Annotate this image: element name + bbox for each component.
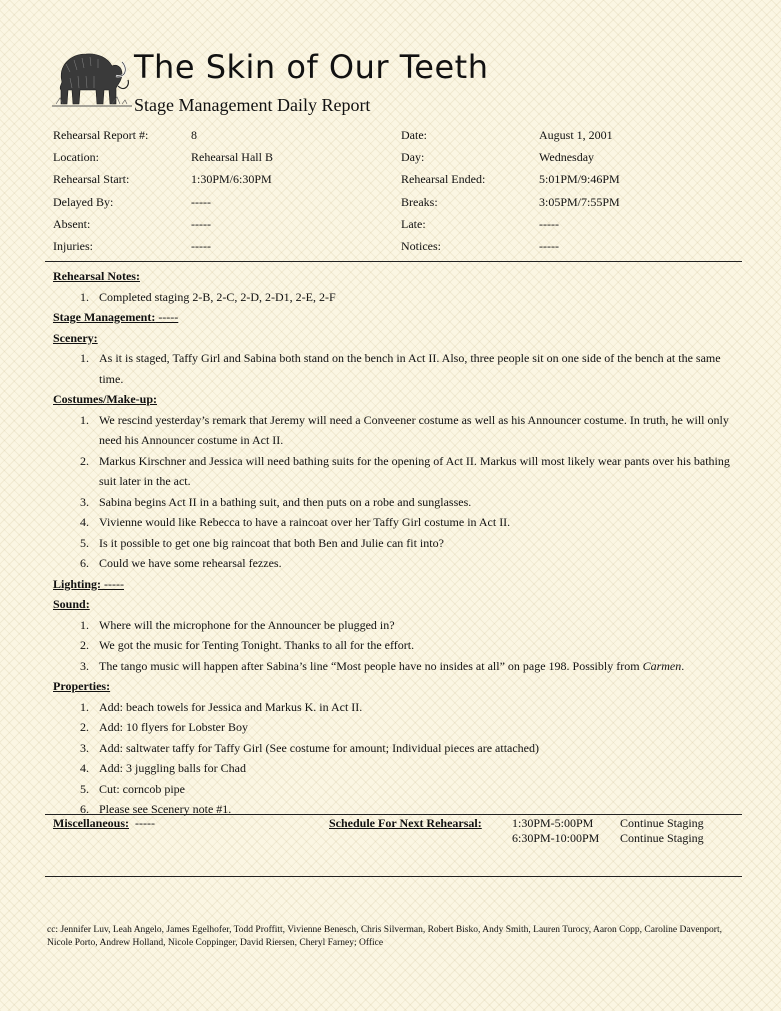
item-number: 4. [80,515,89,529]
item-text: Completed staging 2-B, 2-C, 2-D, 2-D1, 2-E, 2-F [99,289,336,304]
schedule-task: Continue Staging [620,816,704,830]
item-text: Markus Kirschner and Jessica will need bathing suits for the opening of Act II. Markus will most likely wear pants over his bathing suit later in the act. [99,453,730,488]
info-value: Rehearsal Hall B [191,149,273,164]
info-row [53,235,743,257]
item-text-wrap [99,656,743,677]
schedule-row [512,831,704,846]
info-value: 1:30PM/6:30PM [191,172,272,187]
costumes-heading: Costumes/Make-up: [53,392,157,406]
info-value: ----- [191,194,211,209]
info-label: Injuries: [53,239,93,254]
miscellaneous-label: Miscellaneous: [53,816,129,830]
schedule-heading: Schedule For Next Rehearsal: [329,816,482,830]
list-item [53,512,743,533]
report-info [53,124,743,258]
item-number: 3. [80,658,89,673]
item-number: 6. [80,802,89,816]
item-number: 1. [80,412,89,427]
info-row [53,191,743,213]
list-item [53,615,743,636]
item-number: 1. [80,351,89,365]
notes-content [53,266,743,820]
info-label: Rehearsal Report #: [53,127,149,142]
item-text: Where will the microphone for the Announcer be plugged in? [99,617,395,632]
info-label: Day: [401,149,425,164]
lighting-label: Lighting: [53,576,102,591]
info-value: ----- [539,239,559,254]
info-label: Rehearsal Ended: [401,172,486,187]
cc-list: cc: Jennifer Luv, Leah Angelo, James Egelhofer, Todd Proffitt, Vivienne Benesch, Chris Silverman, Robert Bisko, Andy Smith, Lauren Turocy, Aaron Copp, Caroline Davenport, Nicole Porto, Andrew Holland, Nicole Coppinger, David Riersen, Cheryl Farney; Office [47,925,722,948]
list-item [53,553,743,574]
info-label: Location: [53,149,99,164]
item-number: 1. [80,289,89,304]
mammoth-logo-icon [52,44,132,110]
stage-management-label: Stage Management: [53,310,156,324]
item-text: Sabina begins Act II in a bathing suit, and then puts on a robe and sunglasses. [99,494,472,509]
item-text-after: . [681,658,685,673]
properties-heading: Properties: [53,679,111,693]
item-text: We rescind yesterday’s remark that Jeremy will need a Conveener costume as well as his Announcer costume. In truth, he will only need his Announcer costume in Act II. [99,412,729,447]
list-item [53,697,743,718]
item-text: Please see Scenery note #1. [99,802,232,816]
sound-heading: Sound: [53,597,90,611]
list-item [53,348,743,389]
item-text: Add: saltwater taffy for Taffy Girl (See costume for amount; Individual pieces are attached) [99,740,540,755]
item-number: 4. [80,761,89,775]
info-row [53,213,743,235]
item-number: 5. [80,535,89,550]
item-text: As it is staged, Taffy Girl and Sabina both stand on the bench in Act II. Also, three people sit on one side of the bench at the same time. [99,351,721,386]
info-label: Breaks: [401,194,438,209]
list-item [53,738,743,759]
item-number: 5. [80,781,89,796]
schedule-row [512,816,704,831]
stage-management-value: ----- [155,310,179,324]
list-item [53,410,743,451]
page-subtitle: Stage Management Daily Report [134,95,371,115]
info-value: ----- [539,216,559,231]
info-label: Date: [401,127,427,142]
schedule-time: 1:30PM-5:00PM [512,816,594,830]
miscellaneous-value: ----- [135,816,155,830]
info-value: Wednesday [539,149,595,164]
schedule-task: Continue Staging [620,831,704,845]
item-number: 1. [80,617,89,632]
info-value: August 1, 2001 [539,127,613,142]
item-number: 2. [80,720,89,734]
page-title: The Skin of Our Teeth [134,48,489,86]
info-row [53,146,743,168]
info-row [53,169,743,191]
item-text-italic: Carmen [642,658,682,673]
info-value: ----- [191,239,211,254]
item-text: Add: 10 flyers for Lobster Boy [99,720,248,734]
list-item [53,287,743,308]
rehearsal-notes-heading: Rehearsal Notes: [53,269,140,283]
schedule-list [512,816,704,846]
lighting-heading [53,574,743,595]
divider [45,814,742,815]
item-text: Is it possible to get one big raincoat that both Ben and Julie can fit into? [99,535,444,550]
info-label: Notices: [401,239,441,254]
item-number: 6. [80,556,89,570]
item-text: Vivienne would like Rebecca to have a raincoat over her Taffy Girl costume in Act II. [99,515,511,529]
list-item [53,451,743,492]
item-number: 2. [80,453,89,468]
info-value: 5:01PM/9:46PM [539,172,620,187]
item-text: Could we have some rehearsal fezzes. [99,556,282,570]
item-number: 1. [80,699,89,714]
info-label: Absent: [53,216,91,231]
info-value: 8 [191,127,197,142]
list-item [53,492,743,513]
info-label: Rehearsal Start: [53,172,130,187]
info-label: Delayed By: [53,194,114,209]
item-number: 2. [80,638,89,652]
list-item [53,779,743,800]
list-item [53,758,743,779]
item-text: Add: 3 juggling balls for Chad [99,761,246,775]
item-text: We got the music for Tenting Tonight. Thanks to all for the effort. [99,638,415,652]
item-number: 3. [80,494,89,509]
info-value: 3:05PM/7:55PM [539,194,620,209]
divider [45,261,742,262]
item-text: The tango music will happen after Sabina’s line “Most people have no insides at all” on page 198. Possibly from [99,658,643,673]
item-text: Cut: corncob pipe [99,781,185,796]
lighting-value: ----- [101,576,124,591]
divider [45,876,742,877]
schedule-time: 6:30PM-10:00PM [512,831,600,845]
list-item [53,656,743,677]
info-value: ----- [191,216,211,231]
info-row [53,124,743,146]
scenery-heading: Scenery: [53,330,98,345]
miscellaneous [53,816,155,831]
list-item [53,717,743,738]
stage-management-heading [53,307,743,328]
list-item [53,635,743,656]
list-item [53,533,743,554]
info-label: Late: [401,216,426,231]
item-number: 3. [80,740,89,755]
item-text: Add: beach towels for Jessica and Markus K. in Act II. [99,699,363,714]
